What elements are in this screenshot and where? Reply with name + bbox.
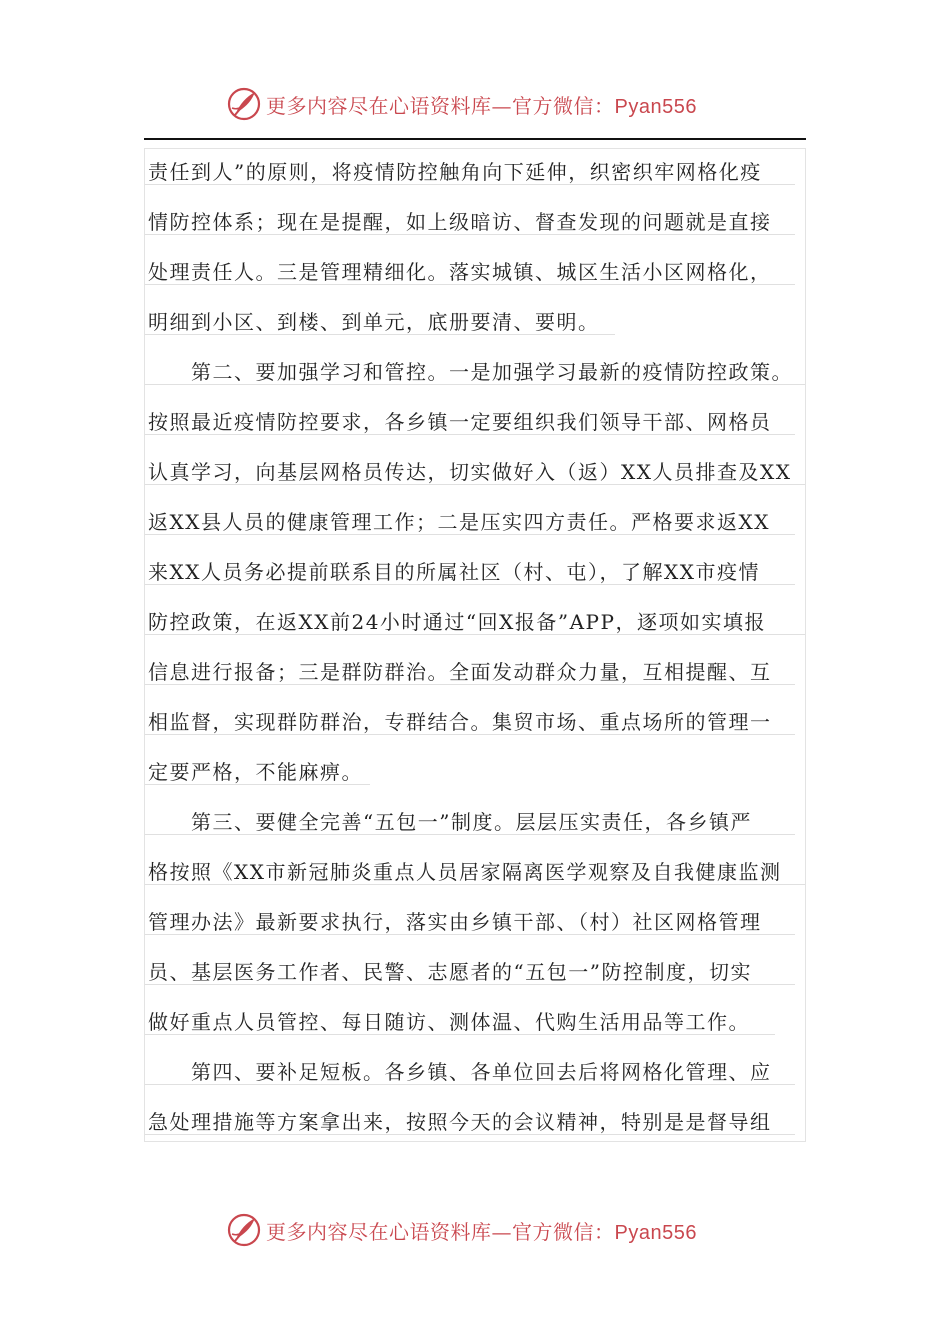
- text-line: 按照最近疫情防控要求，各乡镇一定要组织我们领导干部、网格员: [145, 409, 795, 435]
- text-line: 信息进行报备；三是群防群治。全面发动群众力量，互相提醒、互: [145, 659, 795, 685]
- header-banner: [0, 84, 950, 124]
- text-line: 做好重点人员管控、每日随访、测体温、代购生活用品等工作。: [145, 1009, 775, 1035]
- text-line: 第二、要加强学习和管控。一是加强学习最新的疫情防控政策。: [145, 359, 805, 385]
- text-line: 认真学习，向基层网格员传达，切实做好入（返）XX人员排查及XX: [145, 459, 805, 485]
- text-line: 返XX县人员的健康管理工作；二是压实四方责任。严格要求返XX: [145, 509, 795, 535]
- header-rule: [144, 138, 806, 140]
- text-line: 相监督，实现群防群治，专群结合。集贸市场、重点场所的管理一: [145, 709, 795, 735]
- text-line: 第三、要健全完善“五包一”制度。层层压实责任，各乡镇严: [145, 809, 795, 835]
- text-line: 来XX人员务必提前联系目的所属社区（村、屯），了解XX市疫情: [145, 559, 795, 585]
- text-line: 管理办法》最新要求执行，落实由乡镇干部、（村）社区网格管理: [145, 909, 795, 935]
- site-slogan-text: 更多内容尽在心语资料库—官方微信：: [266, 93, 615, 118]
- site-slogan-text: 更多内容尽在心语资料库—官方微信：: [266, 1219, 615, 1244]
- text-line: 防控政策，在返XX前24小时通过“回X报备”APP，逐项如实填报: [145, 609, 805, 635]
- site-slogan: [266, 1216, 697, 1245]
- text-line: 格按照《XX市新冠肺炎重点人员居家隔离医学观察及自我健康监测: [145, 859, 805, 885]
- text-line: 员、基层医务工作者、民警、志愿者的“五包一”防控制度，切实: [145, 959, 795, 985]
- text-line: 责任到人”的原则，将疫情防控触角向下延伸，织密织牢网格化疫: [145, 159, 795, 185]
- footer-banner: [0, 1210, 950, 1250]
- quill-pen-logo-icon: [226, 86, 262, 122]
- text-line: 明细到小区、到楼、到单元，底册要清、要明。: [145, 309, 615, 335]
- site-slogan: [266, 90, 697, 119]
- text-line: 第四、要补足短板。各乡镇、各单位回去后将网格化管理、应: [145, 1059, 795, 1085]
- text-line: 处理责任人。三是管理精细化。落实城镇、城区生活小区网格化，: [145, 259, 795, 285]
- text-line: 定要严格，不能麻痹。: [145, 759, 370, 785]
- wechat-id: Pyan556: [614, 95, 697, 118]
- text-line: 情防控体系；现在是提醒，如上级暗访、督查发现的问题就是直接: [145, 209, 795, 235]
- wechat-id: Pyan556: [614, 1221, 697, 1244]
- text-line: 急处理措施等方案拿出来，按照今天的会议精神，特别是是督导组: [145, 1109, 795, 1135]
- document-body: [144, 148, 806, 1142]
- quill-pen-logo-icon: [226, 1212, 262, 1248]
